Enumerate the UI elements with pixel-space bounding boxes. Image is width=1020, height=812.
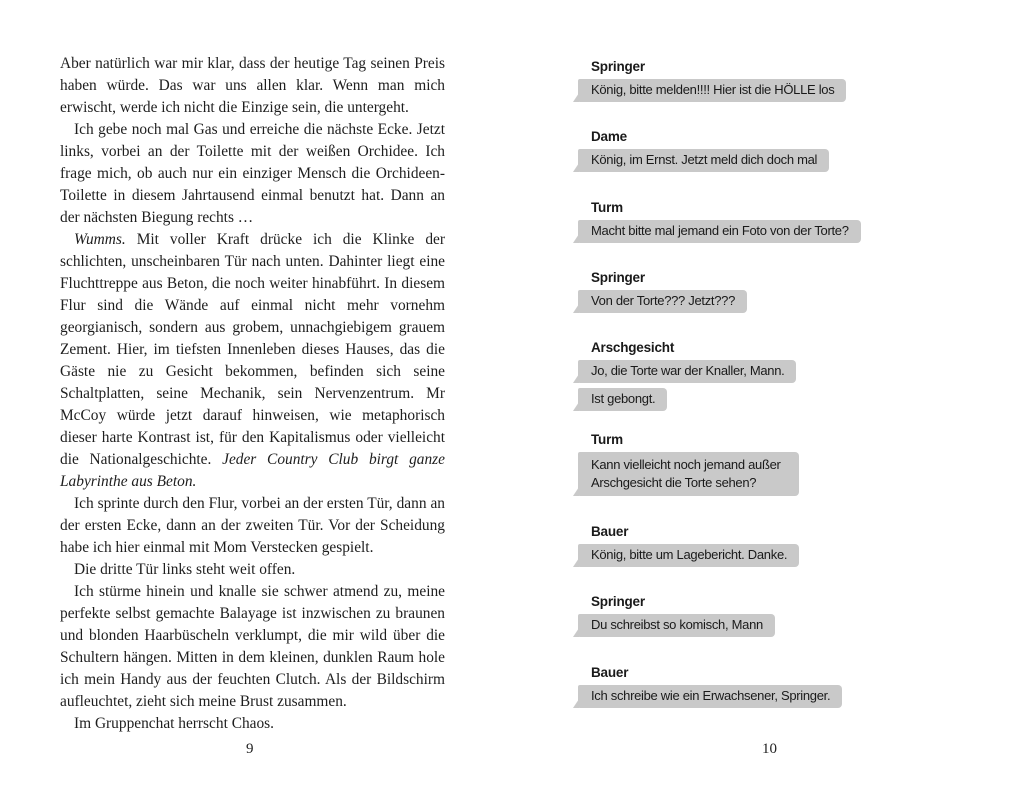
message-bubble: Ich schreibe wie ein Erwachsener, Springer. (578, 685, 842, 708)
paragraph: Ich gebe noch mal Gas und erreiche die nächste Ecke. Jetzt links, vorbei an der Toilette mit der weißen Orchidee. Ich frage mich, ob auch nur ein einziger Mensch die Orchideen-Toilette in diesem Jahrtausend einmal benutzt hat. Dann an der nächsten Biegung rechts … (60, 121, 445, 226)
chat-message (578, 58, 998, 128)
paragraph: Ich stürme hinein und knalle sie schwer atmend zu, meine perfekte selbst gemachte Balayage ist inzwischen zu braunen und blonden Haarbüscheln verklumpt, die mir wild über die Schultern hängen. Mitten in dem kleinen, dunklen Raum hole ich mein Handy aus der feuchten Clutch. Als der Bildschirm aufleuchtet, zieht sich meine Brust zusammen. (60, 583, 445, 710)
right-page (510, 0, 1020, 812)
page-number: 10 (762, 741, 777, 757)
group-chat (578, 58, 998, 734)
sender-name: Dame (591, 129, 627, 145)
sender-name: Springer (591, 59, 645, 74)
message-bubble: König, bitte um Lagebericht. Danke. (578, 544, 799, 567)
message-bubble: König, im Ernst. Jetzt meld dich doch mal (578, 149, 829, 172)
italic-tail: Jeder Country Club birgt ganze Labyrinthe aus Beton. (60, 451, 445, 490)
sender-name: Turm (591, 432, 623, 448)
chat-message (578, 199, 998, 269)
message-bubble: Macht bitte mal jemand ein Foto von der Torte? (578, 220, 861, 243)
paragraph: Aber natürlich war mir klar, dass der heutige Tag seinen Preis haben würde. Das war uns allen klar. Wenn man mich erwischt, werde ich nicht die Einzige sein, die untergeht. (60, 55, 445, 116)
paragraph (60, 229, 445, 493)
chat-message (578, 128, 998, 198)
chat-message (578, 431, 998, 523)
message-bubble: Jo, die Torte war der Knaller, Mann. (578, 360, 796, 383)
sender-name: Arschgesicht (591, 340, 675, 356)
message-bubble: König, bitte melden!!!! Hier ist die HÖLLE los (578, 79, 846, 102)
sender-name: Springer (591, 269, 645, 285)
paragraph-body: Mit voller Kraft drücke ich die Klinke der schlichten, unscheinbaren Tür nach unten. Dahinter liegt eine Fluchttreppe aus Beton, die noch weiter hinabführt. In diesem Flur sind die Wände auf einmal nicht mehr vornehm georgianisch, sondern aus grobem, unnachgiebigem grauem Zement. Hier, im tiefsten Innenleben dieses Hauses, das die Gäste nie zu Gesicht bekommen, befinden sich seine Schaltplatten, seine Mechanik, sein Nervenzentrum. Mr McCoy würde jetzt darauf hinweisen, wie metaphorisch dieser harte Kontrast ist, für den Kapitalismus oder vielleicht die Nationalgeschichte. (60, 231, 445, 468)
page-number: 9 (246, 741, 254, 757)
chat-message (578, 593, 998, 663)
message-bubble: Du schreibst so komisch, Mann (578, 614, 775, 637)
sender-name: Bauer (591, 664, 629, 680)
paragraph: Im Gruppenchat herrscht Chaos. (74, 715, 275, 732)
paragraph: Die dritte Tür links steht weit offen. (74, 561, 296, 578)
chat-message (578, 339, 998, 431)
story-text (60, 53, 445, 735)
sender-name: Springer (591, 594, 645, 610)
message-bubble: Von der Torte??? Jetzt??? (578, 290, 747, 313)
message-bubble: Kann vielleicht noch jemand außer Arschgesicht die Torte sehen? (578, 452, 799, 496)
message-bubble: Ist gebongt. (578, 388, 667, 411)
chat-message (578, 523, 998, 593)
sender-name: Turm (591, 199, 623, 215)
chat-message (578, 269, 998, 339)
chat-message (578, 664, 998, 734)
sender-name: Bauer (591, 524, 629, 540)
paragraph: Ich sprinte durch den Flur, vorbei an der ersten Tür, dann an der ersten Ecke, dann an der zweiten Tür. Vor der Scheidung habe ich hier einmal mit Mom Verstecken gespielt. (60, 495, 445, 556)
italic-lead: Wumms. (74, 231, 126, 248)
